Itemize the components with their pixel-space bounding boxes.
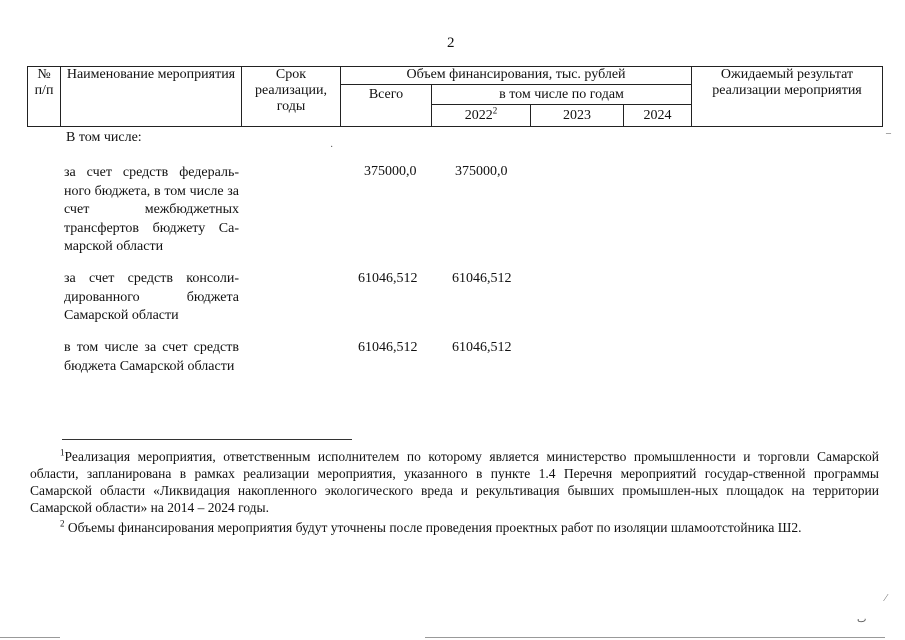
row-intro-label: В том числе: [66,130,142,145]
financing-table-header [27,66,883,127]
col-by-years-header: в том числе по годам [432,85,692,105]
col-finance-header: Объем финансирования, тыс. рублей [341,67,692,85]
scan-speck: – [886,128,891,139]
row-federal-2022: 375000,0 [455,164,508,179]
col-year-2022-header: 2022$^2$ [432,105,531,127]
col-year-2024-header: 2024 [624,105,692,127]
row-regional-2022: 61046,512 [452,340,512,355]
row-regional-total: 61046,512 [358,340,418,355]
col-result-header: Ожидаемый результат реализации мероприятия [692,67,883,127]
row-federal-name: за счет средств федераль-ного бюджета, в том числе за счет межбюджетных трансфертов бюджету Са-марской области [64,165,239,254]
row-consolidated-name: за счет средств консоли-дированного бюджета Самарской области [64,271,239,323]
col-year-2023-header: 2023 [531,105,624,127]
row-federal-total: 375000,0 [364,164,417,179]
scan-edge-line [425,637,885,638]
scan-speck: · [330,142,334,153]
col-number-header: № п/п [28,67,61,127]
scan-speck: ٮ [857,614,867,625]
page-number: 2 [447,35,455,51]
col-term-header: Срок реализации, годы [242,67,341,127]
footnote-1: $^1$Реализация мероприятия, ответственным исполнителем по которому является министерство промышленности и торговли Самарской области, запланирована в рамках реализации мероприятия, указанного в пункте 1.4 Перечня мероприятий государ-ственной программы Самарской области «Ликвидация накопленного экологического вреда и рекультивация бывших промышлен-ных площадок на территории Самарской области» на 2014 – 2024 годы. [30,447,879,515]
footnote-2: $^2$ Объемы финансирования мероприятия будут уточнены после проведения проектных работ по изоляции шламоотстойника Ш2. [60,518,802,535]
col-total-header: Всего [341,85,432,127]
footnote-divider [62,439,352,440]
col-name-header: Наименование мероприятия [61,67,242,127]
scan-speck: ⁄ [885,593,887,604]
row-consolidated-2022: 61046,512 [452,271,512,286]
scan-edge-line [0,637,60,638]
row-consolidated-total: 61046,512 [358,271,418,286]
row-regional-name: в том числе за счет средств бюджета Самарской области [64,340,239,374]
